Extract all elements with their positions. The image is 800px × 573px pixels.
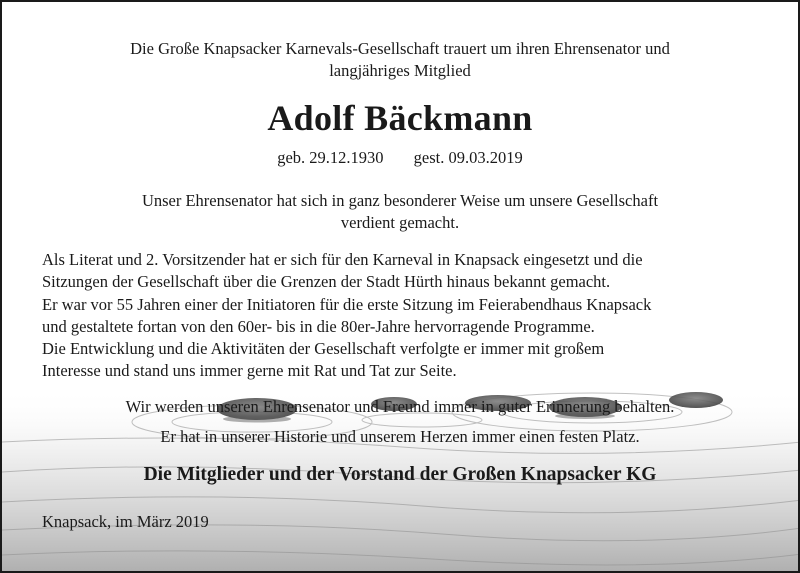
biography-line: Sitzungen der Gesellschaft über die Grenzen der Stadt Hürth hinaus bekannt gemacht. (42, 272, 611, 292)
place-date: Knapsack, im März 2019 (42, 512, 209, 531)
memory-line: Er hat in unserer Historie und unserem Herzen immer einen festen Platz. (160, 427, 640, 446)
biography-line: Er war vor 55 Jahren einer der Initiatoren für die erste Sitzung im Feierabendhaus Knapsack (42, 294, 652, 314)
birth-date: geb. 29.12.1930 (277, 148, 384, 167)
merit-line: verdient gemacht. (340, 213, 460, 232)
deceased-name: Adolf Bäckmann (267, 98, 533, 138)
biography-line: Als Literat und 2. Vorsitzender hat er sich für den Karneval in Knapsack eingesetzt und die (42, 250, 643, 269)
biography-line: Die Entwicklung und die Aktivitäten der Gesellschaft verfolgte er immer mit großem (42, 339, 605, 359)
life-dates (2, 148, 798, 168)
death-date: gest. 09.03.2019 (413, 148, 523, 167)
merit-text (2, 190, 798, 234)
memory-line: Wir werden unseren Ehrensenator und Freund immer in guter Erinnerung behalten. (125, 397, 675, 416)
signature: Die Mitglieder und der Vorstand der Großen Knapsacker KG (143, 464, 657, 485)
intro-text (2, 38, 798, 82)
biography-text (42, 249, 651, 383)
merit-line: Unser Ehrensenator hat sich in ganz besonderer Weise um unsere Gesellschaft (141, 191, 659, 210)
biography-line: Interesse und stand uns immer gerne mit Rat und Tat zur Seite. (42, 361, 457, 381)
intro-line: Die Große Knapsacker Karnevals-Gesellschaft trauert um ihren Ehrensenator und (130, 39, 670, 58)
intro-line: langjähriges Mitglied (329, 61, 471, 80)
biography-line: und gestaltete fortan von den 60er- bis in die 80er-Jahre hervorragende Programme. (42, 316, 595, 336)
